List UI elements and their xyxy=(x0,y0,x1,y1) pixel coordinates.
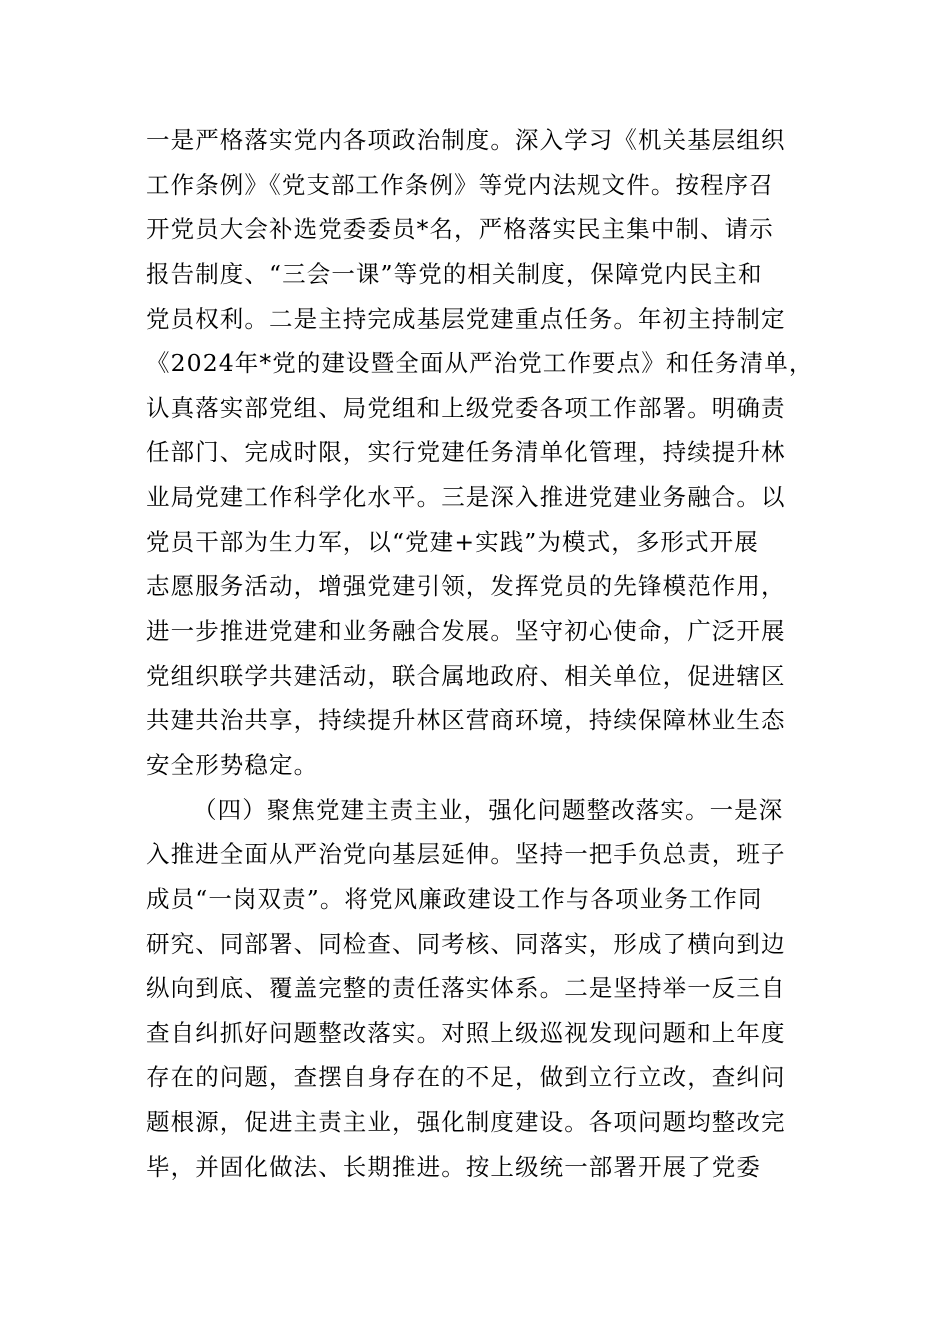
body-text xyxy=(146,118,826,1189)
text-line: 存在的问题，查摆自身存在的不足，做到立行立改，查纠问 xyxy=(146,1063,786,1092)
text-line: 纵向到底、覆盖完整的责任落实体系。二是坚持举一反三自 xyxy=(146,974,786,1003)
text-line: 共建共治共享，持续提升林区营商环境，持续保障林业生态 xyxy=(146,706,786,735)
text-line: 入推进全面从严治党向基层延伸。坚持一把手负总责，班子 xyxy=(146,840,786,869)
text-line: 党员干部为生力军，以“党建+实践”为模式，多形式开展 xyxy=(146,527,759,556)
text-line: 《2024年*党的建设暨全面从严治党工作要点》和任务清单， xyxy=(146,349,814,378)
text-line: 安全形势稳定。 xyxy=(146,750,319,779)
text-line: 进一步推进党建和业务融合发展。坚守初心使命，广泛开展 xyxy=(146,617,786,646)
text-line: 毕，并固化做法、长期推进。按上级统一部署开展了党委 xyxy=(146,1152,761,1181)
text-line: 认真落实部党组、局党组和上级党委各项工作部署。明确责 xyxy=(146,393,786,422)
text-line: 开党员大会补选党委委员*名，严格落实民主集中制、请示 xyxy=(146,215,774,244)
text-line: 研究、同部署、同检查、同考核、同落实，形成了横向到边 xyxy=(146,929,786,958)
text-line: 题根源，促进主责主业，强化制度建设。各项问题均整改完 xyxy=(146,1108,786,1137)
text-line: 党员权利。二是主持完成基层党建重点任务。年初主持制定 xyxy=(146,304,786,333)
text-line: 报告制度、“三会一课”等党的相关制度，保障党内民主和 xyxy=(146,259,763,288)
text-line: 志愿服务活动，增强党建引领，发挥党员的先锋模范作用， xyxy=(146,572,786,601)
text-line: 业局党建工作科学化水平。三是深入推进党建业务融合。以 xyxy=(146,483,786,512)
text-line: 任部门、完成时限，实行党建任务清单化管理，持续提升林 xyxy=(146,438,786,467)
text-line: 党组织联学共建活动，联合属地政府、相关单位，促进辖区 xyxy=(146,661,786,690)
section-heading-line: （四）聚焦党建主责主业，强化问题整改落实。一是深 xyxy=(193,795,784,824)
text-line: 工作条例》《党支部工作条例》等党内法规文件。按程序召 xyxy=(146,170,774,199)
text-line: 查自纠抓好问题整改落实。对照上级巡视发现问题和上年度 xyxy=(146,1018,786,1047)
text-line: 成员“一岗双责”。将党风廉政建设工作与各项业务工作同 xyxy=(146,884,763,913)
text-line: 一是严格落实党内各项政治制度。深入学习《机关基层组织 xyxy=(146,126,786,154)
